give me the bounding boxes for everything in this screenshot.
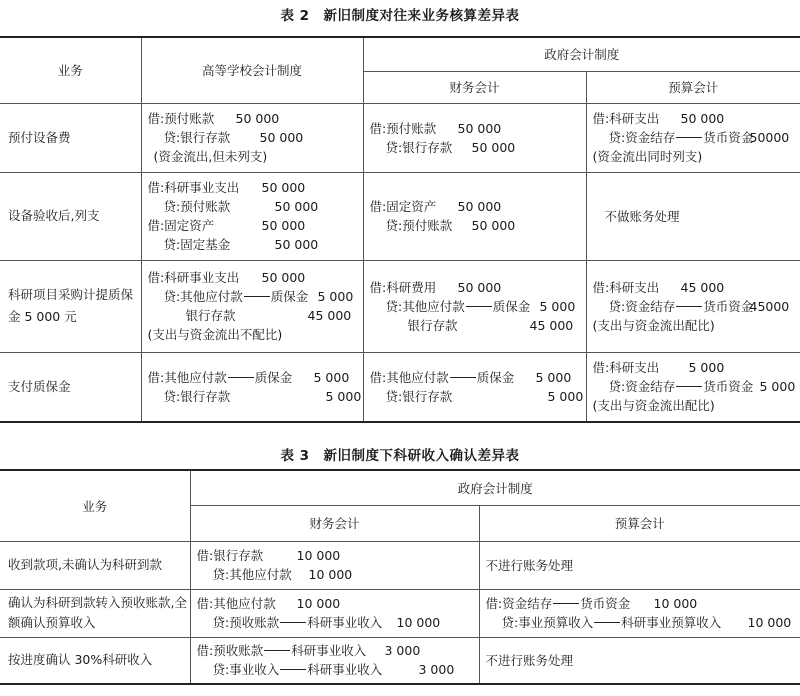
entry-amount: 5 000 (688, 360, 725, 376)
entry-amount: 5 000 (539, 298, 576, 314)
entry-note: (资金流出同时列支) (592, 149, 703, 164)
entry-text: 贷:资金结存 (608, 130, 676, 145)
entry-amount: 3 000 (384, 643, 421, 659)
entry-amount: 10 000 (747, 615, 792, 630)
financial-entry (190, 589, 479, 637)
table-row (0, 172, 800, 260)
entry-text: 不进行账务处理 (485, 557, 574, 573)
table-row (0, 541, 800, 589)
entry-amount: 50 000 (235, 111, 280, 126)
table3 (0, 469, 800, 685)
entry-text: 贷:其他应付款 (212, 567, 292, 582)
entry-text: 借:科研费用 (369, 279, 437, 295)
entry-amount: 50 000 (457, 199, 502, 214)
entry-text: 贷:预付账款 (163, 199, 231, 214)
entry-text: 贷:银行存款 (385, 139, 453, 155)
entry-note: (资金流出,但未列支) (153, 149, 268, 164)
entry-text: 科研事业收入 (307, 662, 383, 678)
entry-text: 货币资金 (580, 596, 631, 611)
entry-text: 借:固定资产 (369, 199, 437, 214)
entry-amount: 10 000 (296, 548, 341, 563)
entry-amount: 10 000 (296, 596, 341, 611)
entry-amount: 45 000 (529, 317, 574, 333)
entry-amount: 5 000 (313, 369, 350, 385)
entry-text: 借:预付账款 (147, 111, 215, 126)
financial-entry (363, 103, 586, 172)
entry-amount: 50000 (749, 130, 790, 145)
entry-amount: 50 000 (261, 180, 306, 195)
entry-text: 借:科研事业支出 (147, 270, 240, 285)
university-entry (141, 260, 363, 352)
entry-amount: 45 000 (680, 279, 725, 295)
t2-header-university: 高等学校会计制度 (141, 37, 363, 103)
entry-amount: 5 000 (535, 369, 572, 385)
entry-text: 贷:银行存款 (163, 130, 231, 145)
dash-line (244, 296, 270, 297)
business-cell: 科研项目采购计提质保金 5 000 元 (0, 260, 141, 352)
dash-line (466, 306, 492, 307)
entry-text: 贷:银行存款 (163, 388, 231, 404)
university-entry (141, 172, 363, 260)
financial-entry (190, 541, 479, 589)
entry-text: 借:其他应付款 (196, 596, 276, 611)
business-cell: 收到款项,未确认为科研到款 (0, 541, 190, 589)
entry-text: 贷:事业预算收入 (501, 615, 594, 630)
entry-amount: 50 000 (457, 120, 502, 136)
entry-text: 银行存款 (185, 308, 236, 323)
entry-text: 借:预收账款 (196, 643, 264, 659)
entry-text: 不进行账务处理 (485, 652, 574, 668)
table3-caption: 表 3 新旧制度下科研收入确认差异表 (280, 448, 520, 464)
entry-text: 借:科研支出 (592, 279, 660, 295)
entry-amount: 10 000 (308, 567, 353, 582)
entry-amount: 10 000 (653, 596, 698, 611)
entry-text: 借:固定资产 (147, 218, 215, 233)
t3-header-financial: 财务会计 (190, 505, 479, 541)
entry-text: 贷:资金结存 (608, 298, 676, 314)
table-row (0, 589, 800, 637)
entry-note: (支出与资金流出配比) (592, 398, 715, 414)
dash-line (676, 386, 702, 387)
table-row (0, 352, 800, 422)
budget-entry (479, 637, 800, 684)
dash-line (228, 377, 254, 378)
entry-text: 贷:银行存款 (385, 388, 453, 404)
entry-amount: 5 000 (317, 289, 354, 304)
dash-line (553, 603, 579, 604)
entry-text: 质保金 (270, 289, 309, 304)
budget-entry (586, 352, 800, 422)
financial-entry (363, 172, 586, 260)
table-row (0, 103, 800, 172)
entry-text: 质保金 (254, 369, 293, 385)
dash-line (280, 669, 306, 670)
university-entry (141, 352, 363, 422)
entry-amount: 3 000 (418, 662, 455, 678)
entry-text: 贷:预收账款 (212, 615, 280, 630)
entry-amount: 50 000 (680, 111, 725, 126)
table2-caption: 表 2 新旧制度对往来业务核算差异表 (280, 8, 520, 24)
entry-text: 质保金 (476, 369, 515, 385)
entry-text: 借:其他应付款 (369, 369, 449, 385)
entry-amount: 50 000 (471, 218, 516, 233)
entry-text: 借:科研支出 (592, 360, 660, 376)
dash-line (676, 306, 702, 307)
entry-amount: 5 000 (325, 388, 362, 404)
dash-line (280, 622, 306, 623)
financial-entry (363, 352, 586, 422)
table-row (0, 260, 800, 352)
entry-note: (支出与资金流出不配比) (147, 327, 283, 342)
entry-amount: 50 000 (261, 270, 306, 285)
table-row (0, 637, 800, 684)
dash-line (264, 650, 290, 651)
financial-entry (190, 637, 479, 684)
t3-header-government: 政府会计制度 (190, 470, 800, 505)
entry-amount: 50 000 (261, 218, 306, 233)
university-entry (141, 103, 363, 172)
entry-text: 借:资金结存 (485, 596, 553, 611)
business-cell: 预付设备费 (0, 103, 141, 172)
entry-text: 借:预付账款 (369, 120, 437, 136)
t3-header-budget: 预算会计 (479, 505, 800, 541)
entry-text: 借:银行存款 (196, 548, 264, 563)
entry-text: 借:科研支出 (592, 111, 660, 126)
budget-entry (586, 260, 800, 352)
budget-entry (479, 589, 800, 637)
t3-header-business: 业务 (0, 470, 190, 541)
t2-header-government: 政府会计制度 (363, 37, 800, 71)
business-cell: 设备验收后,列支 (0, 172, 141, 260)
entry-text: 质保金 (492, 298, 531, 314)
business-cell: 确认为科研到款转入预收账款,全额确认预算收入 (0, 589, 190, 637)
t2-header-budget: 预算会计 (586, 71, 800, 103)
entry-text: 贷:事业收入 (212, 662, 280, 678)
entry-amount: 50 000 (457, 279, 502, 295)
budget-entry (586, 172, 800, 260)
table2 (0, 36, 800, 423)
financial-entry (363, 260, 586, 352)
entry-text: 货币资金 (703, 130, 754, 145)
entry-text: 科研事业收入 (291, 643, 367, 659)
entry-amount: 50 000 (471, 139, 516, 155)
entry-text: 不做账务处理 (604, 208, 680, 224)
entry-text: 货币资金 (703, 298, 754, 314)
entry-text: 货币资金 (703, 379, 754, 395)
entry-note: (支出与资金流出配比) (592, 317, 715, 333)
entry-amount: 5 000 (547, 388, 584, 404)
entry-text: 贷:预付账款 (385, 218, 453, 233)
dash-line (594, 622, 620, 623)
entry-text: 借:科研事业支出 (147, 180, 240, 195)
t2-header-financial: 财务会计 (363, 71, 586, 103)
dash-line (676, 137, 702, 138)
entry-text: 贷:固定基金 (163, 237, 231, 252)
entry-amount: 50 000 (259, 130, 304, 145)
entry-amount: 10 000 (396, 615, 441, 630)
dash-line (450, 377, 476, 378)
entry-text: 科研事业收入 (307, 615, 383, 630)
entry-amount: 5 000 (759, 379, 796, 395)
t2-header-business: 业务 (0, 37, 141, 103)
budget-entry (479, 541, 800, 589)
entry-amount: 50 000 (274, 199, 319, 214)
business-cell: 按进度确认 30%科研收入 (0, 637, 190, 684)
entry-text: 贷:其他应付款 (385, 298, 465, 314)
business-cell: 支付质保金 (0, 352, 141, 422)
entry-amount: 45000 (749, 298, 790, 314)
entry-text: 贷:其他应付款 (163, 289, 243, 304)
entry-amount: 45 000 (307, 308, 352, 323)
entry-text: 科研事业预算收入 (621, 615, 722, 630)
entry-text: 借:其他应付款 (147, 369, 227, 385)
entry-text: 银行存款 (407, 317, 458, 333)
entry-text: 贷:资金结存 (608, 379, 676, 395)
entry-amount: 50 000 (274, 237, 319, 252)
budget-entry (586, 103, 800, 172)
